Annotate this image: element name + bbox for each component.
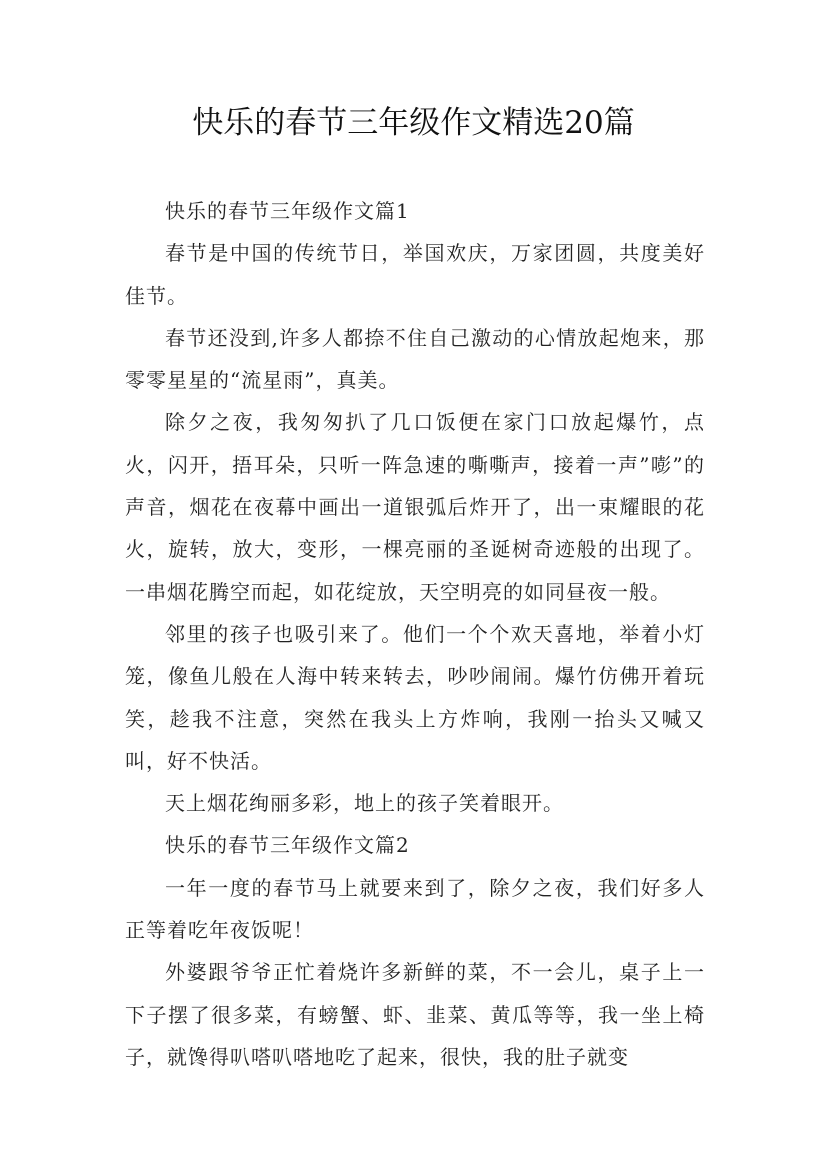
paragraph: 春节是中国的传统节日，举国欢庆，万家团圆，共度美好佳节。 (125, 241, 705, 308)
paragraph: 一年一度的春节马上就要来到了，除夕之夜，我们好多人正等着吃年夜饭呢！ (125, 875, 705, 943)
paragraph: 邻里的孩子也吸引来了。他们一个个欢天喜地，举着小灯笼，像鱼儿般在人海中转来转去，吵吵闹闹。爆竹仿佛开着玩笑，趁我不注意，突然在我头上方炸响，我刚一抬头又喊又叫，好不快活。 (125, 621, 705, 773)
section-heading-2: 快乐的春节三年级作文篇2 (165, 833, 410, 858)
section-heading-1: 快乐的春节三年级作文篇1 (165, 199, 410, 223)
paragraph: 春节还没到,许多人都捺不住自己激动的心情放起炮来，那零零星星的“流星雨”，真美。 (125, 325, 705, 393)
paragraph: 外婆跟爷爷正忙着烧许多新鲜的菜，不一会儿，桌子上一下子摆了很多菜，有螃蟹、虾、韭菜、黄瓜等等，我一坐上椅子，就馋得叭嗒叭嗒地吃了起来，很快，我的肚子就变 (125, 960, 705, 1069)
document-title: 快乐的春节三年级作文精选20篇 (192, 105, 635, 141)
paragraph: 除夕之夜，我匆匆扒了几口饭便在家门口放起爆竹，点火，闪开，捂耳朵，只听一阵急速的嘶嘶声，接着一声”嘭”的声音，烟花在夜幕中画出一道银弧后炸开了，出一束耀眼的花火，旋转，放大，变形，一棵亮丽的圣诞树奇迹般的出现了。一串烟花腾空而起，如花绽放，天空明亮的如同昼夜一般。 (125, 410, 705, 604)
document-body (125, 190, 705, 1078)
paragraph: 天上烟花绚丽多彩，地上的孩子笑着眼开。 (165, 791, 564, 816)
